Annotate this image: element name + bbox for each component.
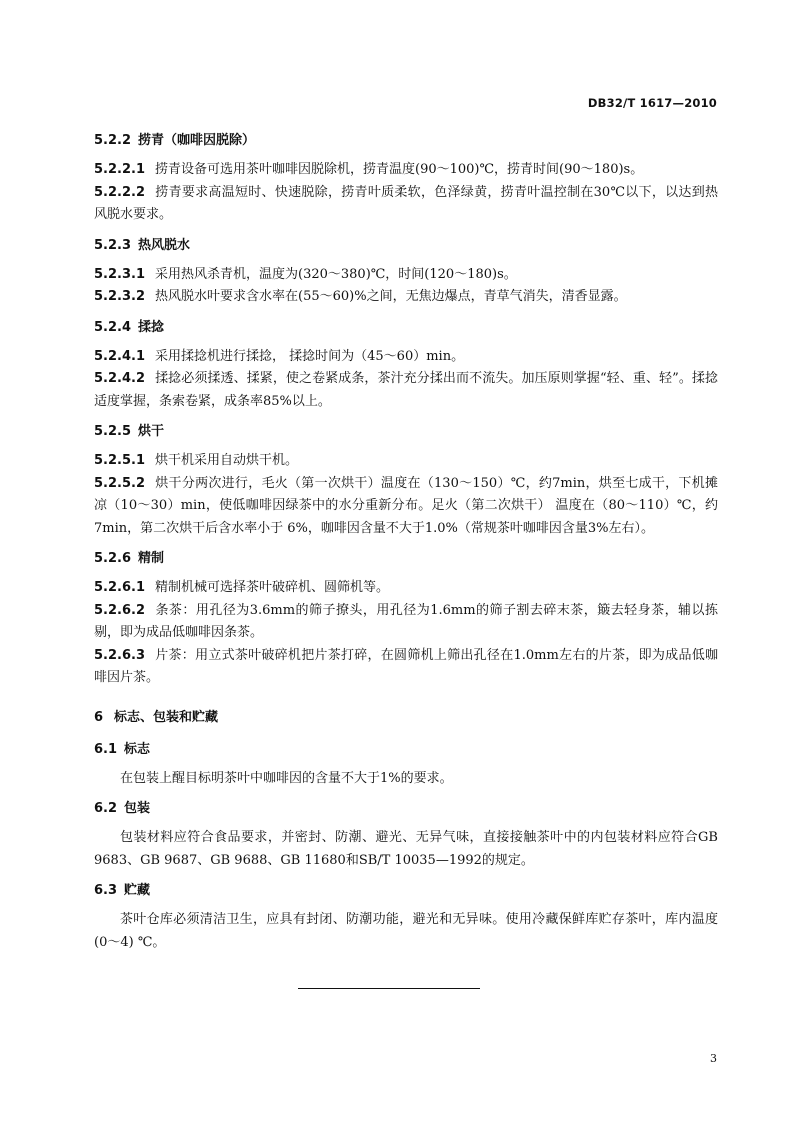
section-number: 5.2.5 (94, 424, 132, 439)
paragraph-6-3: 茶叶仓库必须清洁卫生，应具有封闭、防潮功能，避光和无异味。使用冷藏保鲜库贮存茶叶，库内温度(0～4) ℃。 (94, 912, 718, 950)
clause-number: 5.2.5.1 (94, 453, 145, 468)
section-title: 揉捻 (138, 319, 165, 335)
section-number: 5.2.2 (94, 133, 132, 148)
clause-text: 热风脱水叶要求含水率在(55～60)%之间，无焦边爆点，青草气消失，清香显露。 (155, 289, 627, 304)
clause-5-2-4-2 (94, 368, 718, 413)
section-title: 精制 (138, 551, 165, 566)
clause-5-2-4-1 (94, 346, 718, 369)
section-5-2-2-body (94, 159, 718, 227)
section-6-2-heading (94, 799, 718, 819)
section-number: 5.2.4 (94, 319, 132, 335)
section-number: 5.2.6 (94, 551, 132, 566)
clause-text: 揉捻必须揉透、揉紧，使之卷紧成条，茶汁充分揉出而不流失。加压原则掌握“轻、重、轻”。揉捻适度掌握，条索卷紧，成条率85%以上。 (94, 371, 718, 409)
paragraph-6-1: 在包装上醒目标明茶叶中咖啡因的含量不大于1%的要求。 (120, 770, 453, 786)
document-id: DB32/T 1617—2010 (587, 96, 717, 110)
section-5-2-3-body (94, 264, 718, 309)
chapter-number: 6 (94, 709, 104, 725)
clause-5-2-5-2 (94, 473, 718, 541)
section-5-2-5-heading (94, 422, 718, 442)
clause-number: 5.2.3.1 (94, 266, 145, 282)
section-5-2-2-heading (94, 131, 718, 151)
page-body (94, 122, 718, 963)
clause-text: 采用热风杀青机，温度为(320～380)℃，时间(120～180)s。 (155, 266, 517, 282)
end-of-document-rule (298, 988, 480, 989)
clause-text: 捞青要求高温短时、快速脱除，捞青叶质柔软，色泽绿黄，捞青叶温控制在30℃以下，以达到热风脱水要求。 (94, 184, 718, 222)
chapter-6-heading (94, 708, 718, 728)
page-number: 3 (710, 1052, 717, 1065)
section-5-2-4-body (94, 346, 718, 414)
section-title: 热风脱水 (138, 237, 191, 253)
clause-text: 采用揉捻机进行揉捻， 揉捻时间为（45～60）min。 (155, 348, 465, 364)
clause-text: 精制机械可选择茶叶破碎机、圆筛机等。 (155, 580, 390, 595)
clause-text: 捞青设备可选用茶叶咖啡因脱除机，捞青温度(90～100)℃，捞青时间(90～180)s。 (155, 162, 644, 177)
clause-text: 烘干分两次进行，毛火（第一次烘干）温度在（130～150）℃，约7min，烘至七成干，下机摊凉（10～30）min，使低咖啡因绿茶中的水分重新分布。足火（第二次烘干） 温度在（80～110）℃，约7min，第二次烘干后含水率小于 6%，咖啡因含量不大于1.0%（常规茶叶咖啡因含量3%左右）。 (94, 475, 718, 536)
clause-5-2-2-1 (94, 159, 718, 182)
clause-5-2-6-1 (94, 577, 718, 600)
clause-number: 5.2.4.2 (94, 371, 145, 386)
clause-number: 5.2.6.3 (94, 647, 145, 663)
clause-number: 5.2.3.2 (94, 289, 145, 304)
clause-number: 5.2.2.2 (94, 184, 145, 200)
section-number: 5.2.3 (94, 237, 132, 253)
clause-number: 5.2.6.2 (94, 602, 145, 618)
clause-text: 条茶：用孔径为3.6mm的筛子撩头，用孔径为1.6mm的筛子割去碎末茶，簸去轻身茶，辅以拣剔，即为成品低咖啡因条茶。 (94, 602, 718, 640)
section-6-1-body (94, 768, 718, 791)
section-number: 6.2 (94, 801, 118, 816)
clause-number: 5.2.2.1 (94, 162, 145, 177)
section-number: 6.3 (94, 883, 118, 898)
clause-5-2-3-1 (94, 264, 718, 287)
clause-5-2-2-2 (94, 182, 718, 227)
clause-text: 片茶：用立式茶叶破碎机把片茶打碎，在圆筛机上筛出孔径在1.0mm左右的片茶，即为成品低咖啡因片茶。 (94, 647, 718, 685)
section-number: 6.1 (94, 741, 118, 757)
section-6-3-body (94, 909, 718, 954)
section-5-2-6-heading (94, 549, 718, 569)
section-title: 烘干 (138, 424, 165, 439)
clause-number: 5.2.4.1 (94, 348, 145, 364)
chapter-title: 标志、包装和贮藏 (114, 709, 219, 725)
section-6-3-heading (94, 881, 718, 901)
clause-number: 5.2.5.2 (94, 475, 145, 491)
section-5-2-4-heading (94, 318, 718, 338)
clause-number: 5.2.6.1 (94, 580, 145, 595)
clause-text: 烘干机采用自动烘干机。 (155, 453, 299, 468)
clause-5-2-3-2 (94, 286, 718, 309)
section-5-2-6-body (94, 577, 718, 690)
section-title: 贮藏 (124, 883, 151, 898)
clause-5-2-6-2 (94, 600, 718, 645)
section-title: 包装 (124, 801, 151, 816)
section-5-2-5-body (94, 450, 718, 540)
clause-5-2-5-1 (94, 450, 718, 473)
section-5-2-3-heading (94, 236, 718, 256)
section-6-2-body (94, 827, 718, 872)
section-title: 标志 (124, 741, 151, 757)
section-title: 捞青（咖啡因脱除） (138, 133, 256, 148)
section-6-1-heading (94, 740, 718, 760)
clause-5-2-6-3 (94, 645, 718, 690)
paragraph-6-2: 包装材料应符合食品要求，并密封、防潮、避光、无异气味，直接接触茶叶中的内包装材料应符合GB 9683、GB 9687、GB 9688、GB 11680和SB/T 10035—1992的规定。 (94, 830, 718, 868)
